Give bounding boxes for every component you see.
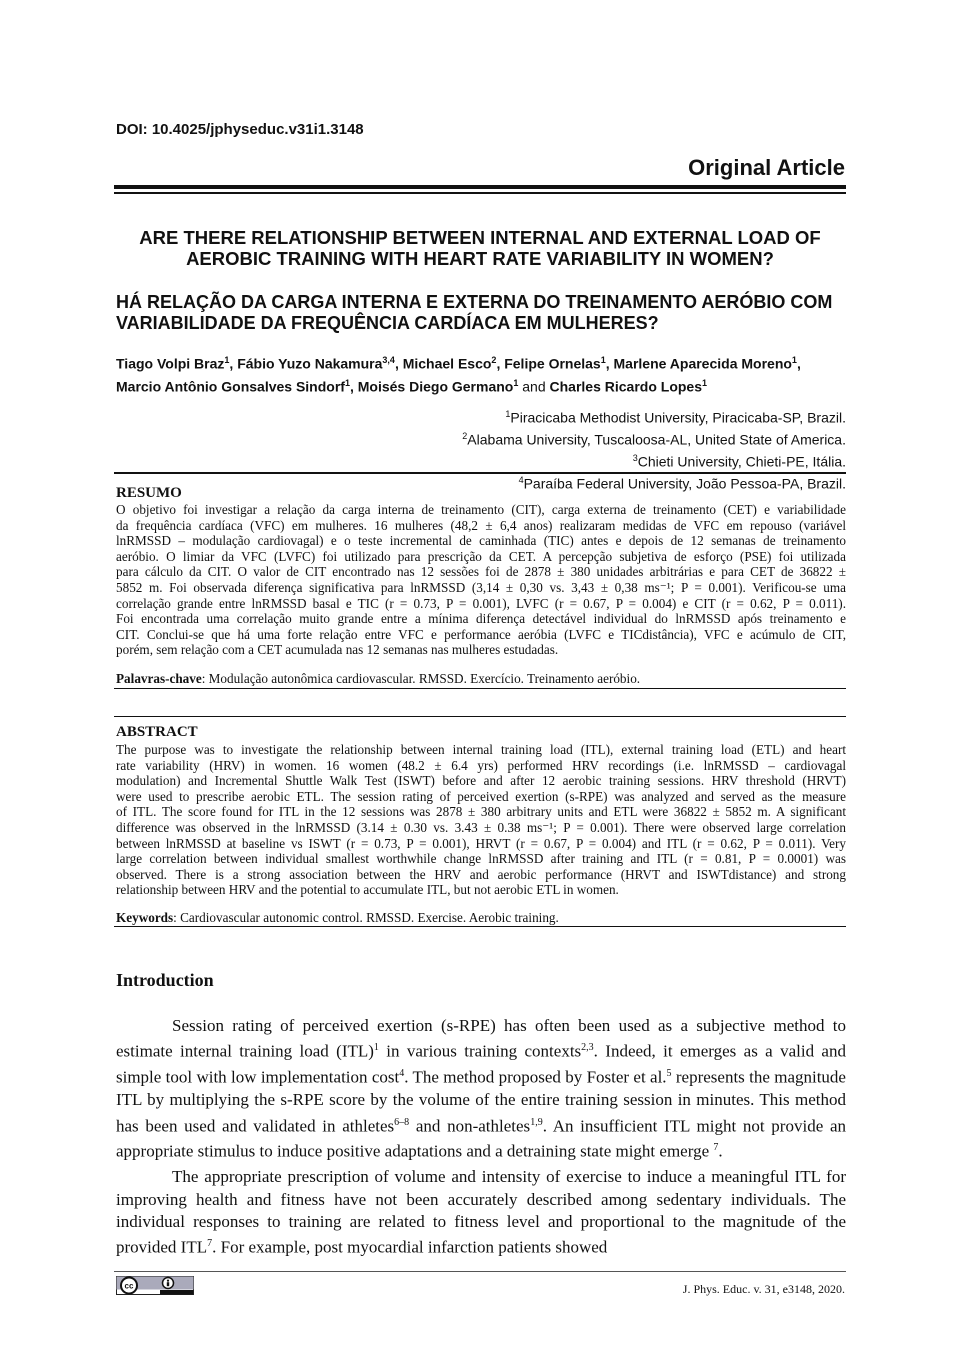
text-line: The purpose was to investigate the relationship between internal training load (ITL), external training load (ETL) and heart [116,742,846,757]
affiliation-mark: 4 [518,475,524,486]
author-name: Moisés Diego Germano [357,378,514,395]
text-line: aeróbio. O limiar da VFC (LVFC) foi utilizado para prescrição da CET. A percepção subjetiva de esforço (PSE) foi utilizada [116,548,846,564]
citation-mark: 4 [399,1068,405,1080]
author-affiliation-mark: 1 [702,377,708,388]
cc-by-license-icon[interactable] [116,1276,194,1295]
citation-mark: 1,9 [530,1116,543,1128]
divider [114,688,846,689]
text-line: between lnRMSSD at baseline vs ISWT (r = 0.73, P = 0.001), HRVT (r = 0.67, P = 0.004) and ITL (r = 0.62, P = 0.011). Very [116,835,846,851]
abstract-keywords [116,910,846,926]
text-line: modulation) and Incremental Shuttle Walk Test (ISWT) before and after 12 aerobic training sessions. HRV threshold (HRVT) [116,773,846,789]
affiliation-mark: 2 [462,431,468,442]
affiliation-mark: 3 [632,453,638,464]
text-line: difference was observed in the lnRMSSD (3.14 ± 0.30 vs. 3.43 ± 0.38 ms⁻¹; P = 0.001). There were observed large correlation [116,819,846,835]
author-affiliation-mark: 1 [791,355,797,365]
affiliation [462,405,846,427]
text-line: O objetivo foi investigar a relação da carga interna de treinamento (CIT), carga externa de treinamento (CET) e variabilidade [116,502,846,517]
text-run: . Indeed, it emerges as a valid and simple tool with low implementation cost [116,1041,846,1087]
affiliation-text: Chieti University, Chieti-PE, Itália. [637,453,846,470]
svg-text:cc: cc [124,1281,134,1291]
author-and: and [522,378,546,395]
text-run: . The method proposed by Foster et al. [404,1067,667,1087]
text-line: CIT. Conclui-se que há uma forte relação entre VFC e performance aeróbia (LVFC e TICdistância), VFC e acúmulo de CIT, [116,626,846,642]
author-name: Charles Ricardo Lopes [549,378,702,395]
text-run: . An insufficient ITL might not provide an appropriate stimulus to induce positive adaptations and a detraining state might emerge [116,1116,846,1162]
header-rule-thin [114,192,846,194]
text-run: and non-athletes [409,1116,531,1136]
affiliation-text: Alabama University, Tuscaloosa-AL, United State of America. [467,431,846,448]
text-line: of ITL. The score found for ITL in the 12 sessions was 2878 ± 380 arbitrary units and ETL were 36822 ± 5852 m. A significant [116,804,846,820]
affiliation-mark: 1 [505,409,511,419]
author-name: Michael Esco [402,355,492,372]
author-name: Fábio Yuzo Nakamura [237,355,383,372]
text-line: large correlation between individual smallest worthwhile change lnRMSSD after training and ITL (r = 0.81, P = 0.0001) was [116,851,846,867]
divider [114,926,846,927]
citation-mark: 1 [373,1042,379,1054]
introduction-paragraph [116,1015,846,1163]
author-name: Marlene Aparecida Moreno [613,355,792,372]
abstract-text [116,742,846,898]
text-line: para cálculo da CIT. O valor de CIT encontrado nas 12 sessões foi de 2878 ± 380 unidades arbitrárias e para CET de 36822 ± [116,564,846,580]
resumo-keywords [116,671,846,687]
article-type: Original Article [688,155,845,180]
abstract-heading: ABSTRACT [116,724,198,740]
divider [114,472,846,474]
text-line: correlação grande entre lnRMSSD basal e TIC (r = 0.73, P = 0.001), LVFC (r = 0.67, P = 0.004) e CIT (r = 0.62, P = 0.011). [116,595,846,611]
keywords-text: : Cardiovascular autonomic control. RMSSD. Exercise. Aerobic training. [173,910,559,925]
text-line: porém, sem relação com a CET acumulada nas 12 semanas nas mulheres estudadas. [116,642,559,658]
author-name: Felipe Ornelas [504,355,601,372]
citation-mark: 5 [666,1068,672,1080]
author-affiliation-mark: 1 [513,377,519,388]
text-run: represents the magnitude ITL by multiplying the s-RPE score by the volume of the entire training session in minutes. This method has been used and validated in athletes [116,1067,846,1136]
citation-mark: 7 [207,1238,213,1250]
affiliation-text: Piracicaba Methodist University, Piracicaba-SP, Brazil. [510,409,846,426]
text-run: . For example, post myocardial infarction patients showed [212,1237,608,1257]
text-line: were used to prescribe aerobic ETL. The session rating of perceived exertion (s-RPE) was analyzed and served as the measure [116,788,846,804]
keywords-label: Keywords [116,910,174,925]
introduction-heading: Introduction [116,970,214,990]
text-line: Foi encontrada uma correlação muito grande entre a mínima diferença detectável individual do lnRMSSD após treinamento e [116,611,846,627]
text-line: rate variability (HRV) in women. 16 women (48.2 ± 6.4 yrs) performed HRV recordings (i.e. lnRMSSD – cardiovagal [116,757,846,773]
affiliation [462,449,846,471]
text-line: da frequência cardíaca (VFC) em mulheres. 16 mulheres (48,2 ± 6,4 anos) realizaram medidas de VFC em repouso (variável [116,517,846,533]
keywords-label: Palavras-chave [116,671,202,686]
citation-mark: 2,3 [581,1042,594,1054]
text-line: observed. There is a strong association between the HRV and aerobic performance (HRVT and ISWTdistance) and strong [116,866,846,882]
header-rule-thick [114,185,846,189]
affiliation-text: Paraíba Federal University, João Pessoa-PA, Brazil. [523,476,846,493]
author-affiliation-mark: 2 [491,355,497,365]
title-portuguese: HÁ RELAÇÃO DA CARGA INTERNA E EXTERNA DO TREINAMENTO AERÓBIO COM VARIABILIDADE DA FREQUÊNCIA CARDÍACA EM MULHERES? [116,292,833,333]
doi: DOI: 10.4025/jphyseduc.v31i1.3148 [116,121,364,138]
affiliation [462,471,846,493]
text-run: Session rating of perceived exertion (s-RPE) has often been used as a subjective method to estimate internal training load (ITL) [116,1016,846,1061]
text-run: . [718,1142,723,1162]
affiliation-list [462,405,846,494]
introduction-paragraph [116,1166,846,1259]
title-english: ARE THERE RELATIONSHIP BETWEEN INTERNAL AND EXTERNAL LOAD OF AEROBIC TRAINING WITH HEART RATE VARIABILITY IN WOMEN? [139,227,821,269]
divider [114,716,846,717]
journal-citation: J. Phys. Educ. v. 31, e3148, 2020. [682,1282,845,1296]
author-list: Tiago Volpi Braz$^1$, Fábio Yuzo Nakamura$^{3,4}$, Michael Esco$^2$, Felipe Ornelas$^1$, Marlene Aparecida Moreno$^1$, Marcio Antônio Gonsalves Sindorf$^1$, Moisés Diego Germano$^1$ and Charles Ricardo Lopes$^1$ [116,355,801,395]
citation-mark: 7 [713,1142,719,1154]
resumo-text [116,502,846,658]
text-run: The appropriate prescription of volume and intensity of exercise to induce a meaningful ITL for improving health and fitness have not been accurately described among sedentary individuals. The individual responses to training are related to fitness level and proportional to the magnitude of the provided ITL [116,1167,846,1257]
author-name: Tiago Volpi Braz [116,355,225,372]
author-affiliation-mark: 1 [224,355,230,365]
resumo-heading: RESUMO [116,485,182,501]
author-affiliation-mark: 1 [344,377,350,388]
footer-rule [114,1271,846,1272]
introduction-body [116,1015,846,1259]
citation-mark: 6–8 [394,1116,410,1128]
text-line: lnRMSSD – modulação cardiovagal) e o teste incremental de caminhada (TIC) antes e depois de 12 semanas de treinamento [116,533,846,549]
text-run: in various training contexts [378,1041,582,1061]
author-affiliation-mark: 3,4 [382,355,395,365]
author-name: Marcio Antônio Gonsalves Sindorf [116,378,345,395]
keywords-text: : Modulação autonômica cardiovascular. RMSSD. Exercício. Treinamento aeróbio. [201,671,641,686]
affiliation [462,427,846,449]
text-line: relationship between HRV and the potential to accumulate ITL, but not aerobic ETL in women. [116,882,619,898]
text-line: 5852 m. Foi observada diferença significativa para lnRMSSD (3,14 ± 0,30 vs. 3,43 ± 0,38 ms⁻¹; P = 0.001). Verificou-se uma [116,579,846,595]
author-affiliation-mark: 1 [600,355,606,365]
